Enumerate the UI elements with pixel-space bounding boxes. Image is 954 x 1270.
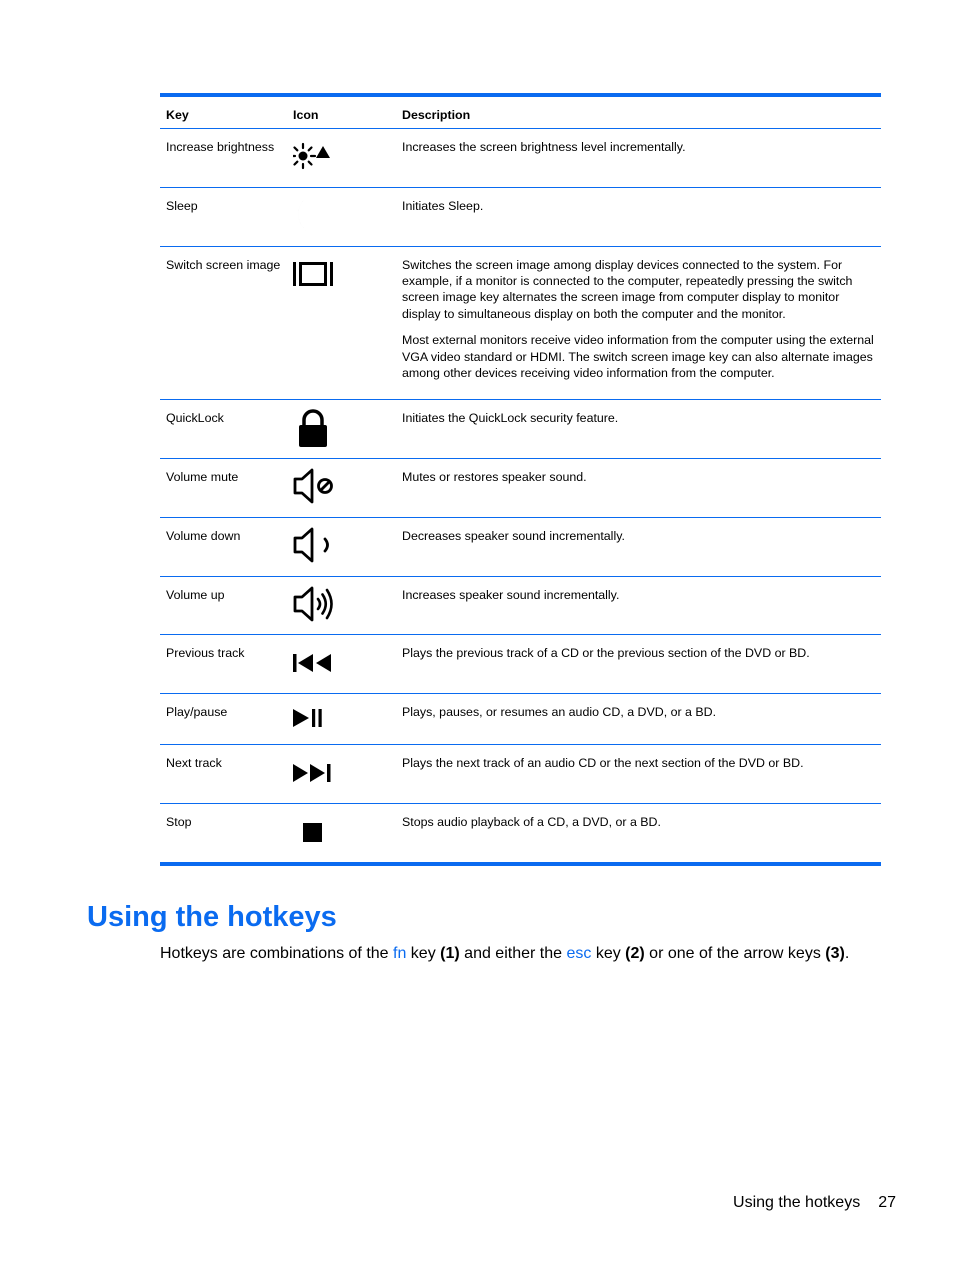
- table-row: [160, 518, 881, 577]
- table-row: [160, 188, 881, 247]
- footer-label: Using the hotkeys: [733, 1194, 861, 1211]
- description-paragraph: Switches the screen image among display devices connected to the system. For example, if a monitor is connected to the computer, repeatedly pressing the switch screen image key alternates the screen image from computer display to monitor display to simultaneous display on both the computer and the monitor.: [402, 258, 853, 321]
- table-row: [160, 459, 881, 518]
- row-key: Switch screen image: [166, 258, 281, 272]
- table-header-row: [160, 97, 881, 129]
- stop-icon: [293, 822, 335, 844]
- row-description: [402, 755, 874, 771]
- description-paragraph: Increases speaker sound incrementally.: [402, 588, 620, 602]
- row-key: Increase brightness: [166, 140, 275, 154]
- row-description: [402, 410, 874, 426]
- row-description: [402, 587, 874, 603]
- table-row: [160, 804, 881, 862]
- row-description: [402, 814, 874, 830]
- description-paragraph: Increases the screen brightness level incrementally.: [402, 140, 686, 154]
- description-paragraph: Plays, pauses, or resumes an audio CD, a DVD, or a BD.: [402, 705, 717, 719]
- row-key: Stop: [166, 815, 192, 829]
- intro-paragraph: [160, 944, 849, 964]
- row-description: [402, 257, 874, 381]
- brightness-up-icon: [293, 141, 335, 171]
- row-key: Next track: [166, 756, 222, 770]
- description-paragraph: Stops audio playback of a CD, a DVD, or a BD.: [402, 815, 661, 829]
- callout-1: (1): [440, 945, 460, 962]
- page-number: 27: [878, 1194, 896, 1211]
- row-description: [402, 469, 874, 485]
- play-pause-icon: [293, 708, 335, 728]
- intro-text: key: [591, 945, 626, 962]
- switch-screen-icon: [293, 261, 335, 289]
- next-track-icon: [293, 763, 335, 783]
- row-description: [402, 198, 874, 214]
- row-description: [402, 645, 874, 661]
- page-footer: [733, 1191, 896, 1215]
- row-description: [402, 704, 874, 720]
- row-description: [402, 528, 874, 544]
- table-row: [160, 577, 881, 635]
- description-paragraph: Mutes or restores speaker sound.: [402, 470, 587, 484]
- intro-text: or one of the arrow keys: [644, 945, 826, 962]
- description-paragraph: Most external monitors receive video information from the computer using the external VGA video standard or HDMI. The switch screen image key can also alternate images among other devices receiving video information from the computer.: [402, 333, 874, 380]
- row-key: QuickLock: [166, 411, 224, 425]
- description-paragraph: Initiates Sleep.: [402, 199, 484, 213]
- intro-text: .: [844, 945, 850, 962]
- row-key: Sleep: [166, 199, 198, 213]
- row-key: Volume mute: [166, 470, 239, 484]
- volume-down-icon: [293, 526, 337, 564]
- moon-icon: [293, 194, 335, 238]
- intro-text: and either the: [459, 945, 567, 962]
- intro-text: Hotkeys are combinations of the: [160, 945, 394, 962]
- table-row: [160, 694, 881, 745]
- fn-key-term: fn: [393, 945, 407, 962]
- row-description: [402, 139, 874, 155]
- header-key: Key: [166, 108, 189, 122]
- section-title: Using the hotkeys: [87, 901, 337, 933]
- volume-up-icon: [293, 585, 337, 623]
- row-key: Previous track: [166, 646, 245, 660]
- row-key: Play/pause: [166, 705, 228, 719]
- previous-track-icon: [293, 653, 335, 673]
- callout-3: (3): [825, 945, 845, 962]
- lock-icon: [293, 408, 335, 450]
- table-row: [160, 400, 881, 459]
- description-paragraph: Plays the next track of an audio CD or the next section of the DVD or BD.: [402, 756, 804, 770]
- callout-2: (2): [625, 945, 645, 962]
- description-paragraph: Decreases speaker sound incrementally.: [402, 529, 625, 543]
- table-row: [160, 745, 881, 804]
- description-paragraph: Initiates the QuickLock security feature.: [402, 411, 619, 425]
- table-row: [160, 129, 881, 188]
- description-paragraph: Plays the previous track of a CD or the previous section of the DVD or BD.: [402, 646, 810, 660]
- row-key: Volume down: [166, 529, 241, 543]
- table-row: [160, 247, 881, 400]
- esc-key-term: esc: [566, 945, 592, 962]
- volume-mute-icon: [293, 467, 337, 505]
- row-key: Volume up: [166, 588, 225, 602]
- table-row: [160, 635, 881, 694]
- header-description: Description: [402, 108, 471, 122]
- hotkey-table: [160, 93, 881, 866]
- header-icon: Icon: [293, 108, 319, 122]
- intro-text: key: [406, 945, 441, 962]
